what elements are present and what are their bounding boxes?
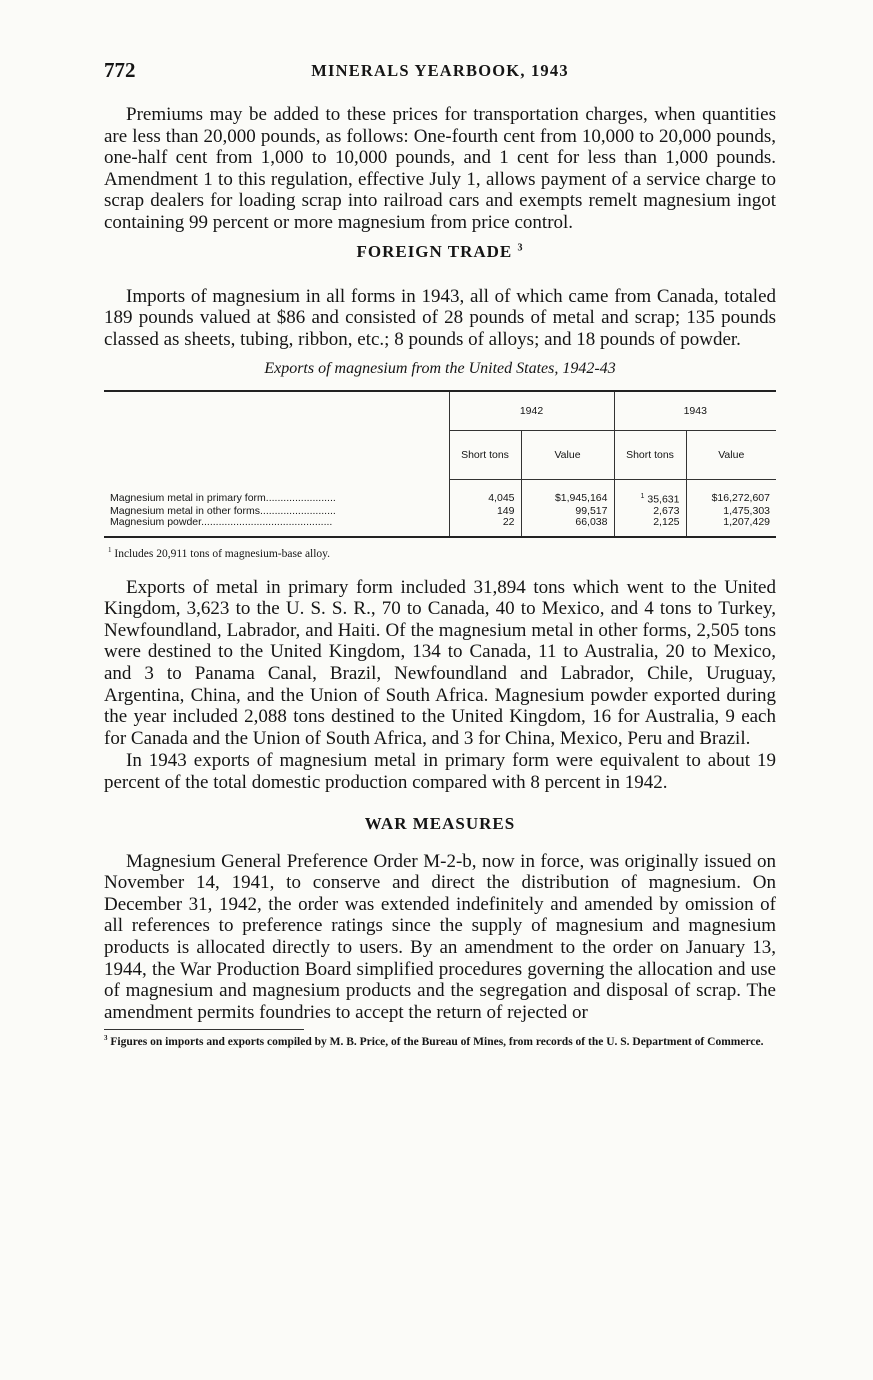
cell-footnote-ref: 1 (640, 493, 645, 501)
foreign-trade-footnote-ref: 3 (517, 241, 524, 253)
year-header-1943: 1943 (614, 391, 776, 431)
table-footnote-text: Includes 20,911 tons of magnesium-base alloy. (114, 547, 331, 560)
running-head: MINERALS YEARBOOK, 1943 (311, 61, 569, 80)
cell-short-tons-1943: 2,125 (614, 517, 686, 537)
cell-short-tons-1943: $^1$ 35,631 (614, 480, 686, 506)
page-number: 772 (104, 58, 136, 82)
page-footnote-mark: 3 (104, 1034, 108, 1043)
cell-value-1942: 99,517 (521, 506, 614, 517)
foreign-trade-heading (104, 242, 776, 262)
cell-short-tons-1942: 22 (449, 517, 521, 537)
cell-short-tons-1942: 4,045 (449, 480, 521, 506)
cell-value-1942: 66,038 (521, 517, 614, 537)
table-footnote-mark: 1 (108, 545, 112, 554)
table-caption: Exports of magnesium from the United States, 1942-43 (264, 360, 616, 378)
page-footnote (104, 1032, 776, 1049)
cell-value-1943: 1,207,429 (686, 517, 776, 537)
war-measures-heading: WAR MEASURES (364, 813, 516, 833)
table-row (104, 480, 776, 506)
cell-value-1943: 1,475,303 (686, 506, 776, 517)
imports-paragraph: Imports of magnesium in all forms in 1943, all of which came from Canada, totaled 189 pounds valued at $86 and consisted of 28 pounds of metal and scrap; 135 pounds classed as sheets, tubing, ribbon, etc.; 8 pounds of alloys; and 18 pounds of powder. (104, 285, 776, 350)
footnote-divider (104, 1029, 304, 1030)
cell-short-tons-1943: 2,673 (614, 506, 686, 517)
foreign-trade-title: FOREIGN TRADE (356, 241, 513, 261)
short-tons-header-1942: Short tons (449, 431, 521, 480)
short-tons-header-1943: Short tons (614, 431, 686, 480)
year-header-1942: 1942 (449, 391, 614, 431)
exports-share-paragraph: In 1943 exports of magnesium metal in primary form were equivalent to about 19 percent of the total domestic production compared with 8 percent in 1942. (104, 750, 776, 794)
row-label: Magnesium metal in other forms.......................... (110, 504, 336, 517)
page-footnote-text: Figures on imports and exports compiled by M. B. Price, of the Bureau of Mines, from records of the U. S. Department of Commerce. (110, 1036, 764, 1049)
war-measures-paragraph: Magnesium General Preference Order M-2-b, now in force, was originally issued on November 14, 1941, to conserve and direct the distribution of magnesium. On December 31, 1942, the order was extended indefinitely and amended by omission of all references to preference ratings since the supply of magnesium and magnesium products is allocated directly to users. By an amendment to the order on January 13, 1944, the War Production Board simplified procedures governing the allocation and use of magnesium and magnesium products and the segregation and disposal of scrap. The amendment permits foundries to accept the return of rejected or (104, 850, 776, 1023)
page-footnotes (104, 1029, 776, 1049)
cell-short-tons-1942: 149 (449, 506, 521, 517)
table-footnote (104, 546, 776, 560)
cell-value-1943: $16,272,607 (686, 480, 776, 506)
cell-value-1942: $1,945,164 (521, 480, 614, 506)
exports-table (104, 390, 776, 538)
table-row (104, 517, 776, 537)
value-header-1942: Value (521, 431, 614, 480)
value-header-1943: Value (686, 431, 776, 480)
premiums-paragraph: Premiums may be added to these prices for transportation charges, when quantities are less than 20,000 pounds, as follows: One-fourth cent from 10,000 to 20,000 pounds, one-half cent from 1,000 to 10,000 pounds, and 1 cent for less than 1,000 pounds. Amendment 1 to this regulation, effective July 1, allows payment of a service charge to scrap dealers for loading scrap into railroad cars and exempts remelt magnesium ingot containing 99 percent or more magnesium from price control. (104, 104, 776, 233)
row-label: Magnesium powder............................................. (110, 515, 333, 528)
page (104, 58, 776, 1049)
page-header (104, 58, 776, 88)
exports-detail-paragraph: Exports of metal in primary form included 31,894 tons which went to the United Kingdom, 3,623 to the U. S. S. R., 70 to Canada, 40 to Mexico, and 4 tons to Turkey, Newfoundland, Labrador, and Haiti. Of the magnesium metal in other forms, 2,505 tons were destined to the United Kingdom, 134 to Canada, 11 to Australia, 20 to Mexico, and 3 to Panama Canal, Brazil, Newfoundland and Labrador, Chile, Uruguay, Argentina, China, and the Union of South Africa. Magnesium powder exported during the year included 2,088 tons destined to the United Kingdom, 16 for Australia, 9 each for Canada and the Union of South Africa, and 3 for China, Mexico, Peru and Brazil. (104, 576, 776, 749)
table-stub-header (104, 391, 449, 480)
row-label: Magnesium metal in primary form........................ (110, 491, 336, 504)
